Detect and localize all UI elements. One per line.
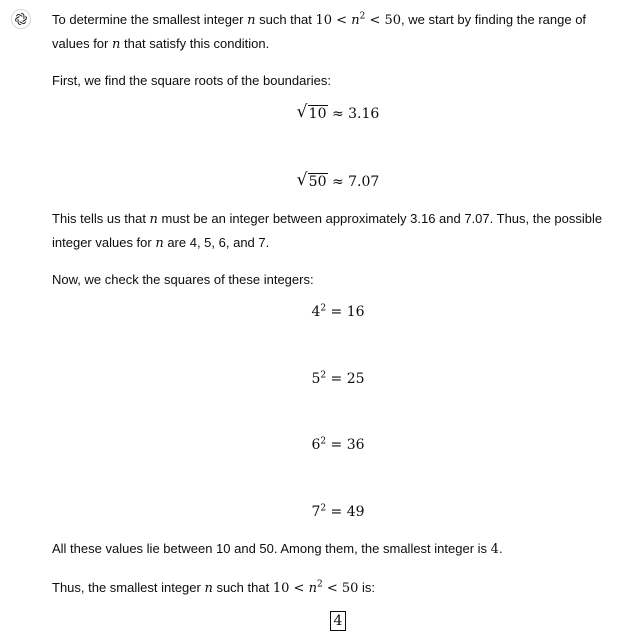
intro-text-2: such that xyxy=(255,12,316,27)
sqrt-10: √ 10 xyxy=(296,102,327,122)
intro-var-n-2: n xyxy=(111,37,121,52)
smallest-integer-value: 4 xyxy=(490,542,499,557)
intro-text-1: To determine the smallest integer xyxy=(52,12,248,27)
all-values-paragraph: All these values lie between 10 and 50. Among them, the smallest integer is 4. xyxy=(52,541,503,557)
assistant-avatar xyxy=(11,9,31,29)
intro-var-n: n xyxy=(247,13,256,28)
first-line: First, we find the square roots of the boundaries: xyxy=(52,73,331,88)
final-answer-box: 4 xyxy=(330,611,347,631)
final-answer-row xyxy=(52,611,624,631)
intro-text-3: , we start by finding the range of values for xyxy=(52,12,587,51)
openai-logo-icon xyxy=(14,12,28,26)
sqrt-equation-2: √ 50 ≈ 7.07 xyxy=(296,170,380,190)
square-equation-4: $4^2 = 16$ xyxy=(311,303,365,320)
intro-inequality: $10 < n^2 < 50$ xyxy=(315,11,402,28)
tells-paragraph: This tells us that n must be an integer between approximately 3.16 and 7.07. Thus, the possible integer values for n are 4, 5, 6, and 7. xyxy=(52,211,603,251)
square-equation-6: $6^2 = 36$ xyxy=(311,436,365,453)
intro-paragraph xyxy=(52,8,608,56)
sqrt-equation-1: √ 10 ≈ 3.16 xyxy=(296,102,380,122)
intro-text-4: that satisfy this condition. xyxy=(120,36,270,51)
thus-paragraph: Thus, the smallest integer n such that $10 < n^2 < 50$ is: xyxy=(52,579,376,596)
sqrt-50: √ 50 xyxy=(296,170,327,190)
thus-inequality: $10 < n^2 < 50$ xyxy=(272,579,359,596)
square-equation-7: $7^2 = 49$ xyxy=(311,503,365,520)
square-equation-5: $5^2 = 25$ xyxy=(311,370,365,387)
check-line: Now, we check the squares of these integers: xyxy=(52,272,314,287)
